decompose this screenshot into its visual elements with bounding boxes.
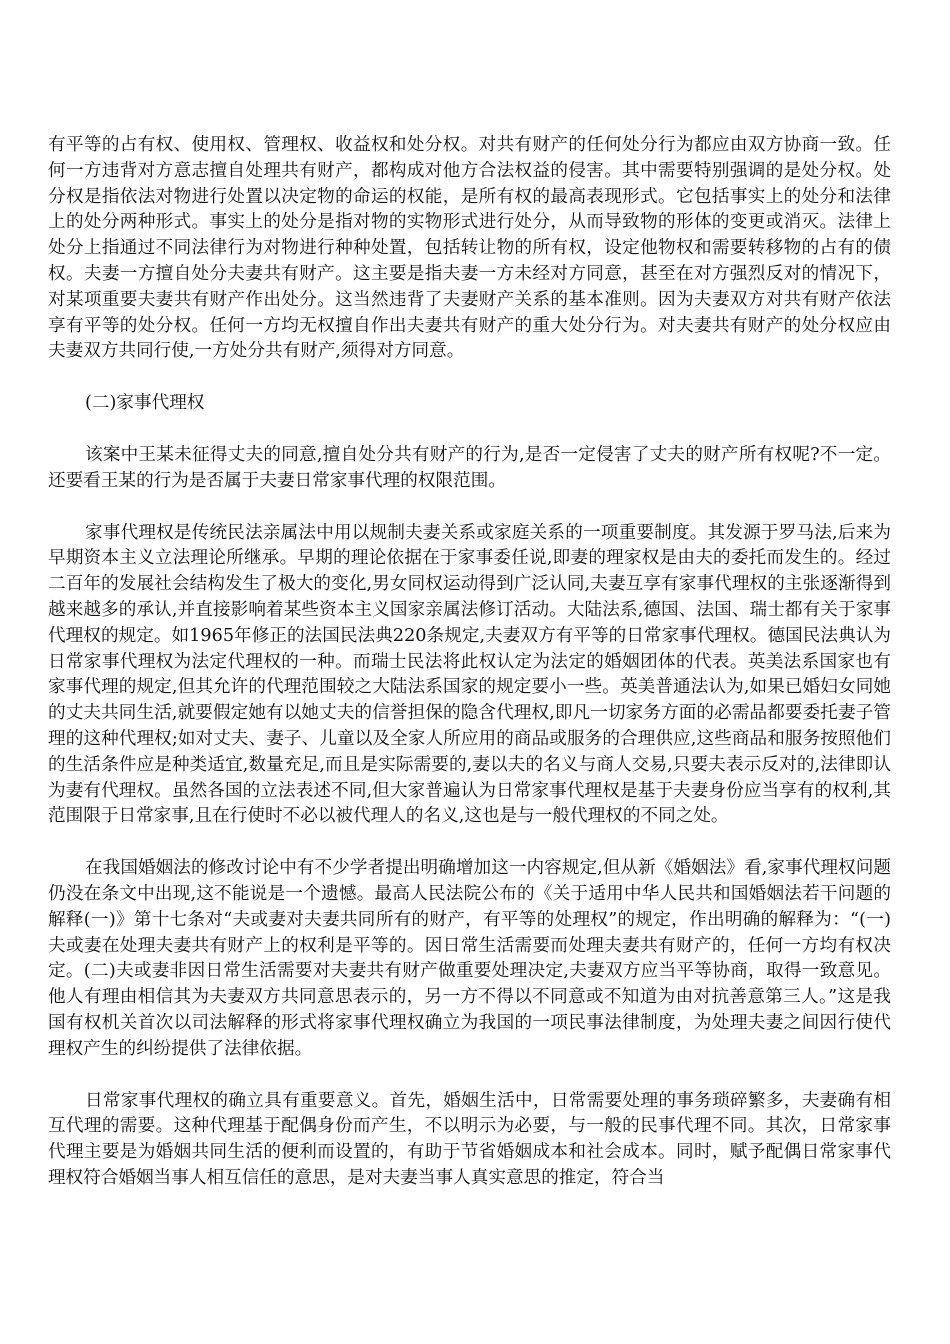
paragraph-property-disposal: 有平等的占有权、使用权、管理权、收益权和处分权。对共有财产的任何处分行为都应由双方协商一致。任何一方违背对方意志擅自处理共有财产，都构成对他方合法权益的侵害。其中需要特别强调的是处分权。处分权是指依法对物进行处置以决定物的命运的权能，是所有权的最高表现形式。它包括事实上的处分和法律上的处分两种形式。事实上的处分是指对物的实物形式进行处分，从而导致物的形体的变更或消灭。法律上处分上指通过不同法律行为对物进行种种处置，包括转让物的所有权，设定他物权和需要转移物的占有的债权。夫妻一方擅自处分夫妻共有财产。这主要是指夫妻一方未经对方同意，甚至在对方强烈反对的情况下，对某项重要夫妻共有财产作出处分。这当然违背了夫妻财产关系的基本准则。因为夫妻双方对共有财产依法享有平等的处分权。任何一方均无权擅自作出夫妻共有财产的重大处分行为。对夫妻共有财产的处分权应由夫妻双方共同行使,一方处分共有财产,须得对方同意。 (48, 135, 891, 362)
paragraph-marriage-law-interpretation: 在我国婚姻法的修改讨论中有不少学者提出明确增加这一内容规定,但从新《婚姻法》看,家事代理权问题仍没在条文中出现,这不能说是一个遗憾。最高人民法院公布的《关于适用中华人民共和国婚姻法若干问题的解释(一)》第十七条对“夫或妻对夫妻共同所有的财产，有平等的处理权”的规定，作出明确的解释为：“(一)夫或妻在处理夫妻共有财产上的权利是平等的。因日常生活需要而处理夫妻共有财产的，任何一方均有权决定。(二)夫或妻非因日常生活需要对夫妻共有财产做重要处理决定,夫妻双方应当平等协商，取得一致意见。他人有理由相信其为夫妻双方共同意思表示的，另一方不得以不同意或不知道为由对抗善意第三人。”这是我国有权机关首次以司法解释的形式将家事代理权确立为我国的一项民事法律制度，为处理夫妻之间因行使代理权产生的纠纷提供了法律依据。 (48, 858, 891, 1059)
document-page (48, 133, 891, 1218)
paragraph-household-agency-history: 家事代理权是传统民法亲属法中用以规制夫妻关系或家庭关系的一项重要制度。其发源于罗马法,后来为早期资本主义立法理论所继承。早期的理论依据在于家事委任说,即妻的理家权是由夫的委托而发生的。经过二百年的发展社会结构发生了极大的变化,男女同权运动得到广泛认同,夫妻互享有家事代理权的主张逐渐得到越来越多的承认,并直接影响着某些资本主义国家亲属法修订活动。大陆法系,德国、法国、瑞士都有关于家事代理权的规定。如1965年修正的法国民法典220条规定,夫妻双方有平等的日常家事代理权。德国民法典认为日常家事代理权为法定代理权的一种。而瑞士民法将此权认定为法定的婚姻团体的代表。英美法系国家也有家事代理的规定,但其允许的代理范围较之大陆法系国家的规定要小一些。英美普通法认为,如果已婚妇女同她的丈夫共同生活,就要假定她有以她丈夫的信誉担保的隐含代理权,即凡一切家务方面的必需品都要委托妻子管理的这种代理权;如对丈夫、妻子、儿童以及全家人所应用的商品或服务的合理供应,这些商品和服务按照他们的生活条件应是种类适宜,数量充足,而且是实际需要的,妻以夫的名义与商人交易,只要夫表示反对的,法律即认为妻有代理权。虽然各国的立法表述不同,但大家普遍认为日常家事代理权是基于夫妻身份应当享有的权利,其范围限于日常家事,且在行使时不必以被代理人的名义,这也是与一般代理权的不同之处。 (48, 522, 891, 827)
section-heading-household-agency: (二)家事代理权 (85, 393, 205, 414)
paragraph-case-question: 该案中王某未征得丈夫的同意,擅自处分共有财产的行为,是否一定侵害了丈夫的财产所有权呢?不一定。还要看王某的行为是否属于夫妻日常家事代理的权限范围。 (48, 444, 891, 491)
paragraph-significance: 日常家事代理权的确立具有重要意义。首先，婚姻生活中，日常需要处理的事务琐碎繁多，夫妻确有相互代理的需要。这种代理基于配偶身份而产生，不以明示为必要，与一般的民事代理不同。其次，日常家事代理主要是为婚姻共同生活的便利而设置的，有助于节省婚姻成本和社会成本。同时，赋予配偶日常家事代理权符合婚姻当事人相互信任的意思，是对夫妻当事人真实意思的推定，符合当 (48, 1090, 891, 1188)
